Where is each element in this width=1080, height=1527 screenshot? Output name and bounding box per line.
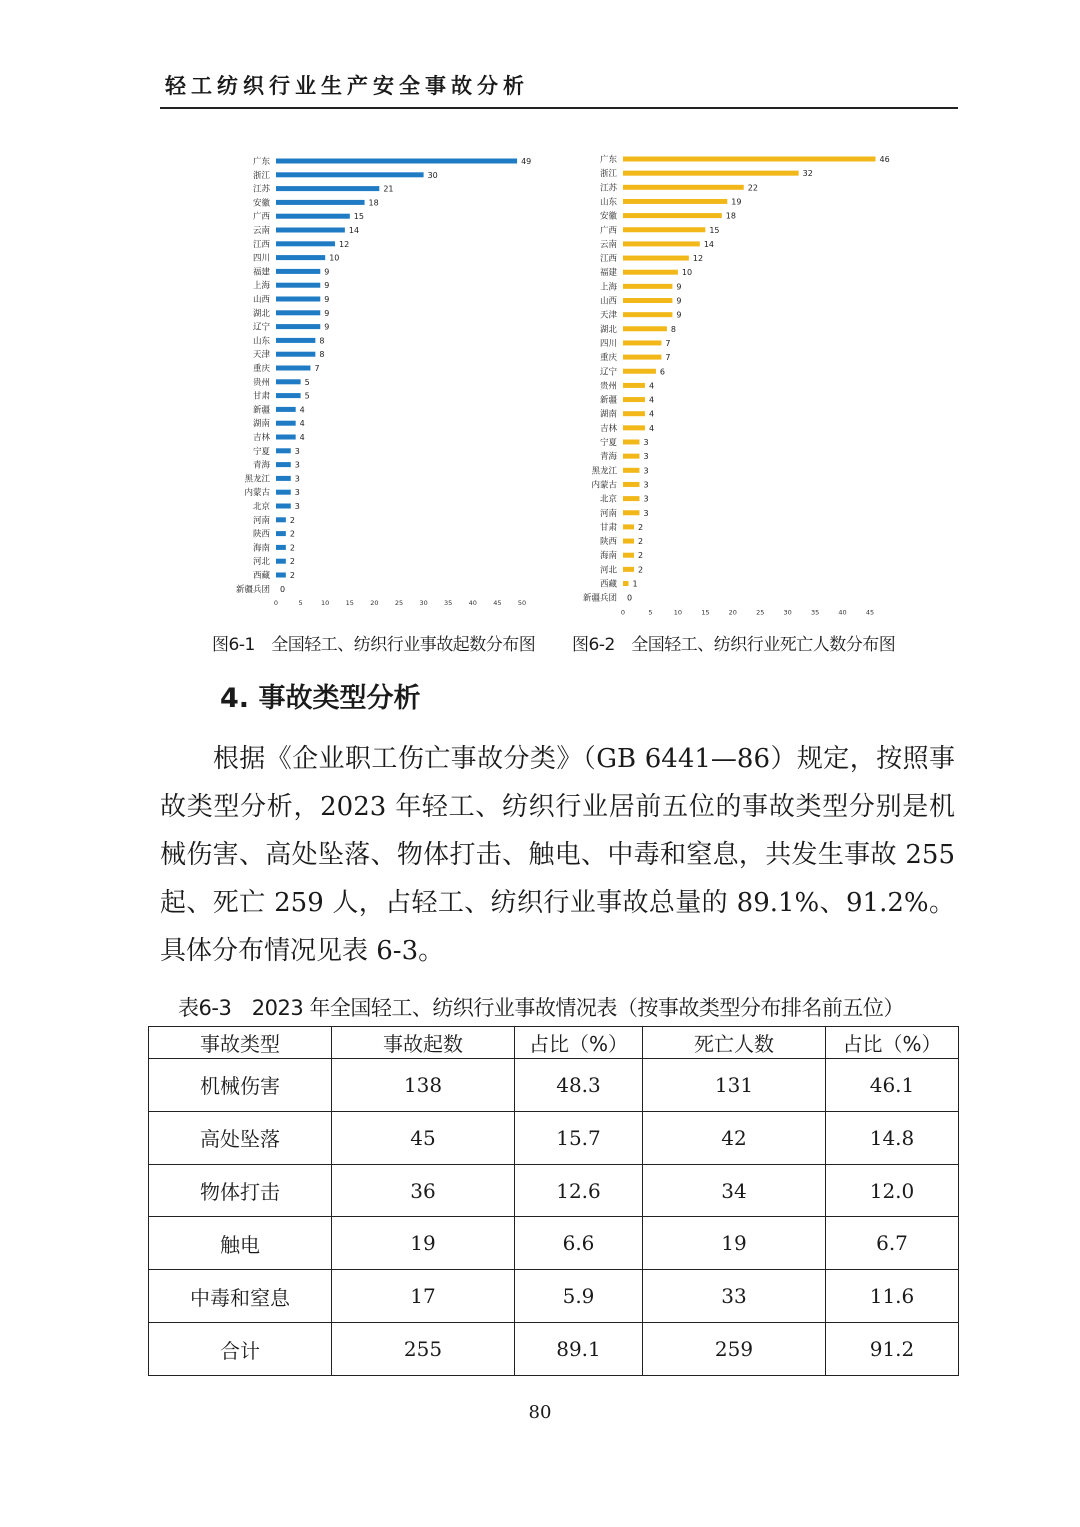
category-label: 新疆 bbox=[599, 395, 617, 406]
accident-count-cell: 19 bbox=[332, 1217, 515, 1270]
value-label: 3 bbox=[643, 480, 649, 490]
value-label: 2 bbox=[289, 515, 295, 525]
bar bbox=[276, 462, 291, 467]
accident-type-cell: 中毒和窒息 bbox=[149, 1270, 332, 1323]
category-label: 重庆 bbox=[599, 353, 617, 364]
figure-caption-6-2: 图6-2 全国轻工、纺织行业死亡人数分布图 bbox=[572, 635, 896, 655]
value-label: 2 bbox=[289, 571, 295, 580]
category-label: 湖北 bbox=[599, 324, 617, 335]
bar bbox=[623, 482, 639, 487]
tick-label: 15 bbox=[345, 598, 354, 607]
bar bbox=[276, 448, 291, 453]
category-label: 青海 bbox=[599, 452, 617, 463]
page-number: 80 bbox=[528, 1402, 552, 1423]
value-label: 7 bbox=[665, 353, 671, 363]
bar bbox=[623, 581, 628, 586]
tick-label: 5 bbox=[648, 608, 653, 617]
bar bbox=[276, 255, 325, 260]
category-label: 广西 bbox=[252, 212, 270, 223]
category-label: 江苏 bbox=[252, 184, 270, 195]
bar bbox=[276, 476, 291, 481]
bar bbox=[623, 567, 634, 572]
category-label: 海南 bbox=[252, 543, 270, 554]
section-heading: 4. 事故类型分析 bbox=[220, 683, 421, 714]
tick-label: 15 bbox=[701, 608, 710, 617]
category-label: 上海 bbox=[599, 282, 617, 293]
bar bbox=[276, 283, 320, 288]
accident-count-cell: 45 bbox=[332, 1111, 515, 1164]
table-row bbox=[149, 1059, 959, 1112]
value-label: 2 bbox=[289, 543, 295, 553]
tick-label: 25 bbox=[756, 608, 765, 617]
bar bbox=[623, 227, 705, 232]
category-label: 河南 bbox=[252, 515, 270, 526]
bar bbox=[276, 338, 315, 343]
value-label: 15 bbox=[353, 212, 364, 222]
category-label: 北京 bbox=[599, 494, 617, 505]
category-label: 贵州 bbox=[599, 381, 617, 392]
tick-label: 5 bbox=[298, 598, 303, 607]
bar bbox=[623, 496, 639, 501]
value-label: 1 bbox=[632, 579, 638, 589]
accident-share-cell: 6.6 bbox=[515, 1217, 643, 1270]
bar bbox=[623, 425, 645, 430]
value-label: 4 bbox=[648, 409, 655, 419]
category-label: 青海 bbox=[252, 460, 270, 471]
accident-count-chart-svg bbox=[212, 150, 547, 615]
bar bbox=[276, 545, 286, 550]
value-label: 3 bbox=[294, 460, 300, 470]
tick-label: 35 bbox=[444, 598, 453, 607]
table-row bbox=[149, 1164, 959, 1217]
bar bbox=[623, 411, 645, 416]
tick-label: 30 bbox=[419, 598, 428, 607]
bar bbox=[623, 185, 744, 190]
category-label: 湖南 bbox=[252, 419, 270, 430]
tick-label: 40 bbox=[468, 598, 477, 607]
category-label: 黑龙江 bbox=[244, 474, 270, 485]
death-count-chart bbox=[565, 150, 895, 625]
category-label: 河南 bbox=[599, 508, 617, 519]
category-label: 广西 bbox=[599, 225, 617, 236]
figure-caption-6-1: 图6-1 全国轻工、纺织行业事故起数分布图 bbox=[212, 635, 536, 655]
bar bbox=[623, 440, 639, 445]
value-label: 9 bbox=[676, 310, 682, 320]
value-label: 3 bbox=[643, 494, 649, 504]
accident-count-cell: 36 bbox=[332, 1164, 515, 1217]
category-label: 陕西 bbox=[252, 529, 270, 540]
table-caption: 表6-3 2023 年全国轻工、纺织行业事故情况表（按事故类型分布排名前五位） bbox=[178, 996, 904, 1020]
category-label: 四川 bbox=[599, 338, 617, 349]
value-label: 9 bbox=[324, 295, 330, 304]
accident-share-cell: 12.6 bbox=[515, 1164, 643, 1217]
accident-type-cell: 机械伤害 bbox=[149, 1059, 332, 1112]
category-label: 四川 bbox=[252, 253, 270, 264]
bar bbox=[276, 172, 424, 177]
tick-label: 25 bbox=[394, 598, 404, 607]
total-label-cell: 合计 bbox=[149, 1323, 332, 1376]
value-label: 30 bbox=[427, 170, 438, 180]
value-label: 3 bbox=[643, 452, 649, 462]
bar bbox=[623, 312, 672, 317]
category-label: 江苏 bbox=[599, 183, 617, 194]
table-header-cell: 占比（%） bbox=[515, 1027, 643, 1059]
value-label: 8 bbox=[670, 324, 677, 334]
value-label: 21 bbox=[383, 184, 394, 194]
value-label: 3 bbox=[643, 438, 649, 447]
category-label: 辽宁 bbox=[599, 367, 617, 378]
value-label: 15 bbox=[709, 225, 720, 235]
bar bbox=[623, 553, 634, 558]
category-label: 辽宁 bbox=[252, 322, 270, 333]
table-total-row bbox=[149, 1323, 959, 1376]
value-label: 4 bbox=[648, 423, 655, 433]
category-label: 宁夏 bbox=[599, 438, 617, 448]
tick-label: 0 bbox=[273, 598, 279, 607]
accident-type-cell: 高处坠落 bbox=[149, 1111, 332, 1164]
value-label: 3 bbox=[294, 446, 300, 456]
bar bbox=[276, 573, 286, 578]
bar bbox=[623, 524, 634, 529]
total-death-count-cell: 259 bbox=[643, 1323, 826, 1376]
category-label: 广东 bbox=[252, 157, 270, 167]
bar bbox=[623, 241, 700, 246]
value-label: 4 bbox=[648, 395, 655, 405]
table-header-cell: 占比（%） bbox=[826, 1027, 959, 1059]
category-label: 西藏 bbox=[599, 579, 617, 590]
death-share-cell: 11.6 bbox=[826, 1270, 959, 1323]
value-label: 5 bbox=[304, 377, 310, 387]
value-label: 14 bbox=[348, 226, 360, 235]
death-count-cell: 33 bbox=[643, 1270, 826, 1323]
bar bbox=[276, 407, 296, 412]
value-label: 3 bbox=[294, 474, 300, 484]
value-label: 3 bbox=[294, 502, 300, 511]
tick-label: 30 bbox=[783, 608, 792, 617]
tick-label: 10 bbox=[673, 608, 683, 617]
table-row bbox=[149, 1111, 959, 1164]
value-label: 12 bbox=[339, 239, 350, 249]
bar bbox=[623, 326, 667, 331]
bar bbox=[276, 421, 296, 426]
death-share-cell: 6.7 bbox=[826, 1217, 959, 1270]
bar bbox=[276, 297, 320, 302]
tick-label: 10 bbox=[321, 598, 330, 607]
bar bbox=[623, 510, 639, 515]
category-label: 山西 bbox=[252, 295, 270, 305]
category-label: 福建 bbox=[599, 268, 617, 279]
value-label: 18 bbox=[368, 198, 379, 208]
bar bbox=[276, 310, 320, 315]
total-accident-count-cell: 255 bbox=[332, 1323, 515, 1376]
value-label: 3 bbox=[643, 466, 649, 476]
tick-label: 45 bbox=[493, 598, 502, 607]
value-label: 2 bbox=[637, 522, 644, 532]
bar bbox=[276, 186, 379, 191]
bar bbox=[623, 468, 639, 473]
bar bbox=[276, 435, 296, 440]
value-label: 4 bbox=[648, 381, 655, 391]
tick-label: 20 bbox=[728, 608, 737, 617]
category-label: 天津 bbox=[252, 350, 270, 361]
category-label: 西藏 bbox=[252, 571, 270, 581]
value-label: 3 bbox=[643, 508, 649, 518]
value-label: 8 bbox=[319, 350, 325, 360]
bar bbox=[276, 379, 301, 384]
category-label: 河北 bbox=[252, 557, 270, 568]
category-label: 湖北 bbox=[252, 308, 270, 319]
bar bbox=[623, 171, 799, 176]
value-label: 9 bbox=[324, 308, 330, 318]
bar bbox=[623, 340, 661, 345]
category-label: 甘肃 bbox=[599, 522, 617, 533]
value-label: 9 bbox=[324, 322, 330, 332]
bar bbox=[623, 383, 645, 388]
value-label: 2 bbox=[637, 565, 644, 575]
category-label: 福建 bbox=[252, 267, 270, 278]
category-label: 甘肃 bbox=[252, 391, 270, 402]
category-label: 内蒙古 bbox=[244, 488, 270, 499]
category-label: 江西 bbox=[252, 239, 270, 250]
body-paragraph: 根据《企业职工伤亡事故分类》（GB 6441—86）规定，按照事故类型分析，2023 年轻工、纺织行业居前五位的事故类型分别是机械伤害、高处坠落、物体打击、触电、中毒和窒息，共发生事故 255 起、死亡 259 人，占轻工、纺织行业事故总量的 89.1%、91.2%。具体分布情况见表 6-3。 bbox=[160, 744, 955, 966]
death-share-cell: 12.0 bbox=[826, 1164, 959, 1217]
bar bbox=[276, 517, 286, 522]
bar bbox=[623, 369, 656, 374]
accident-count-cell: 138 bbox=[332, 1059, 515, 1112]
value-label: 9 bbox=[676, 296, 682, 306]
bar bbox=[623, 454, 639, 459]
accident-share-cell: 5.9 bbox=[515, 1270, 643, 1323]
bar bbox=[623, 256, 689, 261]
category-label: 内蒙古 bbox=[591, 480, 617, 491]
value-label: 9 bbox=[676, 282, 682, 292]
category-label: 陕西 bbox=[599, 537, 617, 548]
table-header-cell: 死亡人数 bbox=[643, 1027, 826, 1059]
category-label: 吉林 bbox=[599, 423, 617, 434]
category-label: 吉林 bbox=[252, 433, 270, 443]
table-row bbox=[149, 1270, 959, 1323]
bar bbox=[276, 159, 517, 164]
category-label: 山东 bbox=[599, 197, 617, 208]
value-label: 14 bbox=[703, 239, 715, 249]
value-label: 3 bbox=[294, 488, 300, 498]
category-label: 天津 bbox=[599, 310, 617, 321]
category-label: 安徽 bbox=[252, 198, 270, 209]
running-header-title: 轻工纺织行业生产安全事故分析 bbox=[165, 73, 529, 98]
category-label: 山西 bbox=[599, 296, 617, 307]
value-label: 9 bbox=[324, 267, 330, 277]
death-count-chart-svg bbox=[565, 150, 895, 625]
category-label: 北京 bbox=[252, 502, 270, 512]
bar bbox=[623, 539, 634, 544]
category-label: 云南 bbox=[599, 239, 617, 250]
value-label: 2 bbox=[289, 529, 295, 539]
bar bbox=[276, 366, 310, 371]
bar bbox=[623, 270, 678, 275]
bar bbox=[276, 393, 301, 398]
bar bbox=[623, 397, 645, 402]
accident-count-cell: 17 bbox=[332, 1270, 515, 1323]
total-death-share-cell: 91.2 bbox=[826, 1323, 959, 1376]
tick-label: 45 bbox=[865, 608, 875, 617]
value-label: 4 bbox=[299, 433, 305, 442]
category-label: 浙江 bbox=[252, 170, 270, 181]
bar bbox=[276, 200, 365, 205]
table-header-cell: 事故起数 bbox=[332, 1027, 515, 1059]
category-label: 广东 bbox=[599, 155, 617, 165]
category-label: 新疆 bbox=[252, 405, 270, 416]
accident-type-cell: 触电 bbox=[149, 1217, 332, 1270]
bar bbox=[623, 213, 722, 218]
value-label: 10 bbox=[681, 268, 693, 278]
bar bbox=[623, 157, 875, 162]
value-label: 6 bbox=[659, 367, 666, 377]
value-label: 49 bbox=[521, 157, 532, 166]
bar bbox=[276, 324, 320, 329]
tick-label: 20 bbox=[370, 598, 379, 607]
bar bbox=[623, 355, 661, 360]
category-label: 海南 bbox=[599, 551, 617, 562]
value-label: 0 bbox=[280, 584, 286, 594]
tick-label: 50 bbox=[517, 598, 527, 607]
bar bbox=[623, 199, 727, 204]
category-label: 新疆兵团 bbox=[235, 584, 270, 595]
category-label: 贵州 bbox=[252, 377, 270, 388]
accident-share-cell: 15.7 bbox=[515, 1111, 643, 1164]
header-rule bbox=[160, 107, 958, 109]
tick-label: 40 bbox=[838, 608, 847, 617]
value-label: 7 bbox=[314, 364, 320, 373]
bar bbox=[276, 559, 286, 564]
value-label: 8 bbox=[319, 336, 325, 346]
category-label: 新疆兵团 bbox=[582, 593, 617, 604]
death-count-cell: 19 bbox=[643, 1217, 826, 1270]
value-label: 0 bbox=[627, 593, 633, 603]
value-label: 32 bbox=[802, 169, 813, 179]
category-label: 宁夏 bbox=[252, 446, 270, 457]
value-label: 18 bbox=[725, 211, 736, 221]
death-count-cell: 131 bbox=[643, 1059, 826, 1112]
bar bbox=[276, 352, 315, 357]
value-label: 12 bbox=[692, 254, 704, 264]
table-header-row bbox=[149, 1027, 959, 1059]
value-label: 7 bbox=[665, 338, 671, 348]
value-label: 4 bbox=[299, 405, 305, 415]
tick-label: 0 bbox=[620, 608, 626, 617]
bar bbox=[276, 214, 350, 219]
category-label: 黑龙江 bbox=[591, 466, 617, 477]
bar bbox=[623, 284, 672, 289]
tick-label: 35 bbox=[810, 608, 820, 617]
category-label: 安徽 bbox=[599, 211, 617, 222]
value-label: 2 bbox=[289, 557, 295, 567]
category-label: 河北 bbox=[599, 565, 617, 576]
category-label: 上海 bbox=[252, 281, 270, 292]
death-share-cell: 46.1 bbox=[826, 1059, 959, 1112]
value-label: 46 bbox=[879, 155, 890, 164]
bar bbox=[276, 504, 291, 509]
category-label: 浙江 bbox=[599, 169, 617, 180]
bar bbox=[276, 241, 335, 246]
bar bbox=[276, 269, 320, 274]
category-label: 重庆 bbox=[252, 364, 270, 374]
value-label: 9 bbox=[324, 281, 330, 291]
table-header-cell: 事故类型 bbox=[149, 1027, 332, 1059]
bar bbox=[276, 531, 286, 536]
accident-share-cell: 48.3 bbox=[515, 1059, 643, 1112]
value-label: 19 bbox=[731, 197, 742, 207]
death-share-cell: 14.8 bbox=[826, 1111, 959, 1164]
value-label: 4 bbox=[299, 419, 305, 429]
value-label: 5 bbox=[304, 391, 310, 401]
value-label: 22 bbox=[747, 183, 758, 193]
table-row bbox=[149, 1217, 959, 1270]
value-label: 10 bbox=[329, 253, 340, 263]
death-count-cell: 34 bbox=[643, 1164, 826, 1217]
bar bbox=[276, 490, 291, 495]
bar bbox=[623, 298, 672, 303]
bar bbox=[276, 228, 345, 233]
category-label: 云南 bbox=[252, 226, 270, 236]
value-label: 2 bbox=[637, 551, 644, 561]
category-label: 湖南 bbox=[599, 409, 617, 420]
total-accident-share-cell: 89.1 bbox=[515, 1323, 643, 1376]
accident-type-table bbox=[148, 1026, 959, 1376]
accident-type-cell: 物体打击 bbox=[149, 1164, 332, 1217]
accident-count-chart bbox=[212, 150, 547, 615]
category-label: 江西 bbox=[599, 254, 617, 265]
death-count-cell: 42 bbox=[643, 1111, 826, 1164]
category-label: 山东 bbox=[252, 336, 270, 347]
value-label: 2 bbox=[637, 537, 644, 547]
